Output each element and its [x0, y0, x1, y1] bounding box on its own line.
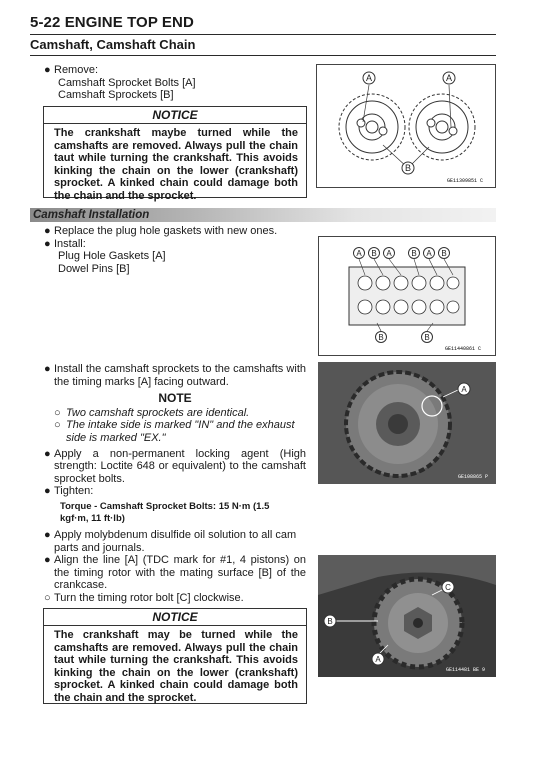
- removal-item: Camshaft Sprockets [B]: [58, 89, 174, 102]
- step-text: Align the line [A] (TDC mark for #1, 4 pistons) on the timing rotor with the mating surface [B] of the crankcase.: [54, 554, 306, 592]
- sprocket-diagram: [317, 65, 495, 187]
- step-text: Install the camshaft sprockets to the camshafts with the timing marks [A] facing outward.: [54, 363, 306, 388]
- section-header-bar: [30, 208, 496, 222]
- removal-list: [44, 64, 304, 102]
- tighten-label: Tighten:: [54, 485, 94, 498]
- bullet: ●: [44, 64, 51, 76]
- timing-rotor-photo: [318, 555, 496, 677]
- torque-spec: Torque - Camshaft Sprocket Bolts: 15 N·m (1.5 kgf·m, 11 ft·lb): [60, 500, 270, 524]
- install-item: Dowel Pins [B]: [58, 262, 130, 275]
- remove-label: Remove:: [54, 64, 99, 76]
- callout: B: [424, 333, 430, 342]
- figure-code: GE11440861 C: [445, 346, 482, 352]
- step-text: Apply molybdenum disulfide oil solution to all cam parts and journals.: [54, 528, 297, 554]
- sprocket-photo: [318, 362, 496, 484]
- notice-box: [43, 106, 307, 202]
- note-item: Two camshaft sprockets are identical.: [66, 406, 250, 419]
- removal-item: Camshaft Sprocket Bolts [A]: [58, 76, 196, 89]
- note-item: The intake side is marked "IN" and the exhaust side is marked "EX.": [66, 419, 295, 444]
- notice-body: The crankshaft may be turned while the camshafts are removed. Always pull the chain taut while turning the crankshaft. This avoids kinking the chain on the lower (crankshaft) sprocket. A kinked chain could damage both the chain and the sprocket.: [54, 629, 298, 704]
- notice-box: [43, 608, 307, 704]
- figure-cylinder-head: [318, 236, 496, 356]
- figure-camshaft-sprockets: [316, 64, 496, 188]
- section-title: Camshaft Installation: [33, 209, 150, 221]
- install-item: Plug Hole Gaskets [A]: [58, 250, 166, 263]
- callout-a: A: [445, 73, 453, 83]
- callout: A: [426, 249, 432, 258]
- figure-code: GE11309851 C: [447, 178, 484, 184]
- callout-c: C: [445, 583, 451, 592]
- figure-code: GE108865 P: [458, 474, 489, 480]
- callout: B: [378, 333, 384, 342]
- callout-a: A: [365, 73, 373, 83]
- install-label: Install:: [54, 237, 86, 250]
- notice-title: NOTICE: [44, 609, 306, 626]
- title-rule: [30, 34, 496, 35]
- section-subtitle: Camshaft, Camshaft Chain: [30, 37, 196, 52]
- callout: B: [411, 249, 417, 258]
- callout-a: A: [375, 655, 381, 664]
- notice-title: NOTICE: [44, 107, 306, 124]
- callout: B: [441, 249, 447, 258]
- notice-body: The crankshaft maybe turned while the camshafts are removed. Always pull the chain taut while turning the crankshaft. This avoids kinking the chain on the lower (crankshaft) sprocket. A kinked chain could damage both the chain and the sprocket.: [54, 127, 298, 202]
- callout: B: [371, 249, 377, 258]
- callout: A: [386, 249, 392, 258]
- step-text: Turn the timing rotor bolt [C] clockwise.: [54, 591, 244, 604]
- figure-sprocket-photo: [318, 362, 496, 484]
- install-steps-2: ● Install the camshaft sprockets to the camshafts with the timing marks [A] facing outward. NOTE ○ Two camshaft sprockets are identical. ○ The intake side is marked "IN" and the exhaust side is marked "EX." ● Apply a non-permanent locking agent (High strength: Loctite 648 or equivalent) to the camshaft sprocket bolts. ● Tighten: Torque - Camshaft Sprocket Bolts: 15 N·m (1.5 kgf·m, 11 ft·lb) ● Apply molybdenum disulfide oil solution to all cam parts and journals. ● Align the line [A] (TDC mark for #1, 4 pistons) on the timing rotor with the mating surface [B] of the crankcase. ○ Turn the timing rotor bolt [C] clockwise.: [44, 363, 306, 604]
- callout-a: A: [461, 385, 467, 394]
- callout-b: B: [327, 617, 333, 626]
- step-text: Apply a non-permanent locking agent (High strength: Loctite 648 or equivalent) to the camshaft sprocket bolts.: [54, 447, 306, 485]
- step-text: Replace the plug hole gaskets with new ones.: [54, 225, 278, 237]
- callout-b: B: [404, 163, 412, 173]
- subtitle-rule: [30, 55, 496, 56]
- figure-timing-rotor-photo: [318, 555, 496, 677]
- figure-code: GE114481 BE 9: [446, 667, 486, 673]
- install-steps-1: ● Replace the plug hole gaskets with new ones. ● Install: Plug Hole Gaskets [A] Dowel Pins [B]: [44, 225, 306, 275]
- note-title: NOTE: [158, 391, 192, 406]
- cylinder-head-diagram: [319, 237, 495, 355]
- page-title: 5-22 ENGINE TOP END: [30, 14, 194, 31]
- callout: A: [356, 249, 362, 258]
